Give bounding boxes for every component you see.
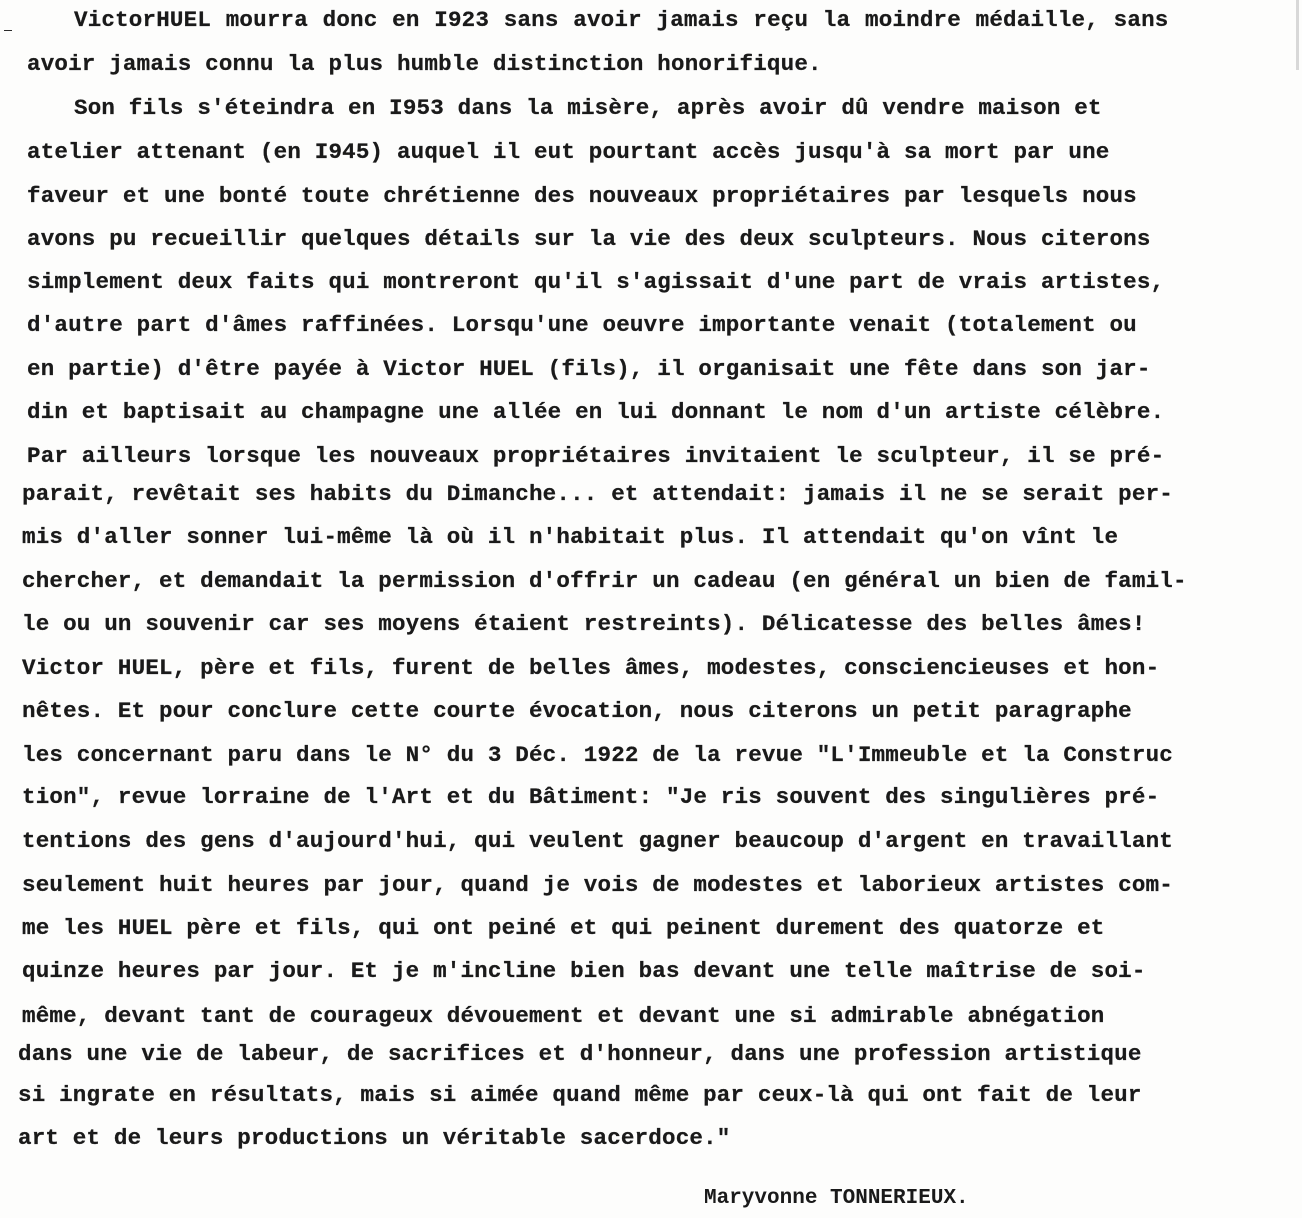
text-line-2: avoir jamais connu la plus humble distinction honorifique. [27, 51, 822, 77]
text-line-9: en partie) d'être payée à Victor HUEL (fils), il organisait une fête dans son jar- [27, 356, 1151, 382]
stray-tick-mark [4, 30, 12, 31]
text-line-17: nêtes. Et pour conclure cette courte évocation, nous citerons un petit paragraphe [22, 698, 1132, 724]
text-line-5: faveur et une bonté toute chrétienne des nouveaux propriétaires par lesquels nous [27, 183, 1137, 209]
text-line-27: art et de leurs productions un véritable sacerdoce." [18, 1125, 731, 1151]
text-line-19: tion", revue lorraine de l'Art et du Bâtiment: "Je ris souvent des singulières pré- [22, 784, 1160, 810]
text-line-15: le ou un souvenir car ses moyens étaient restreints). Délicatesse des belles âmes! [22, 611, 1146, 637]
text-line-24: même, devant tant de courageux dévouement et devant une si admirable abnégation [22, 1003, 1105, 1029]
text-line-3: Son fils s'éteindra en I953 dans la misère, après avoir dû vendre maison et [74, 95, 1102, 121]
author-signature: Maryvonne TONNERIEUX. [704, 1187, 969, 1210]
text-line-10: din et baptisait au champagne une allée en lui donnant le nom d'un artiste célèbre. [27, 399, 1165, 425]
text-line-1: VictorHUEL mourra donc en I923 sans avoir jamais reçu la moindre médaille, sans [74, 7, 1169, 33]
text-line-20: tentions des gens d'aujourd'hui, qui veulent gagner beaucoup d'argent en travaillant [22, 828, 1173, 854]
paper-edge-mark [1296, 0, 1299, 70]
text-line-23: quinze heures par jour. Et je m'incline bien bas devant une telle maîtrise de soi- [22, 958, 1146, 984]
text-line-14: chercher, et demandait la permission d'offrir un cadeau (en général un bien de famil- [22, 568, 1187, 594]
text-line-4: atelier attenant (en I945) auquel il eut pourtant accès jusqu'à sa mort par une [27, 139, 1110, 165]
text-line-22: me les HUEL père et fils, qui ont peiné et qui peinent durement des quatorze et [22, 915, 1105, 941]
text-line-12: parait, revêtait ses habits du Dimanche... et attendait: jamais il ne se serait per- [22, 481, 1173, 507]
text-line-21: seulement huit heures par jour, quand je vois de modestes et laborieux artistes com- [22, 872, 1173, 898]
text-line-26: si ingrate en résultats, mais si aimée quand même par ceux-là qui ont fait de leur [18, 1082, 1142, 1108]
text-line-25: dans une vie de labeur, de sacrifices et d'honneur, dans une profession artistique [18, 1041, 1142, 1067]
text-line-8: d'autre part d'âmes raffinées. Lorsqu'une oeuvre importante venait (totalement ou [27, 312, 1137, 338]
text-line-18: les concernant paru dans le N° du 3 Déc. 1922 de la revue "L'Immeuble et la Construc [22, 742, 1173, 768]
text-line-16: Victor HUEL, père et fils, furent de belles âmes, modestes, consciencieuses et hon- [22, 655, 1160, 681]
text-line-13: mis d'aller sonner lui-même là où il n'habitait plus. Il attendait qu'on vînt le [22, 524, 1119, 550]
text-line-11: Par ailleurs lorsque les nouveaux propriétaires invitaient le sculpteur, il se pré- [27, 443, 1165, 469]
text-line-7: simplement deux faits qui montreront qu'il s'agissait d'une part de vrais artistes, [27, 269, 1165, 295]
text-line-6: avons pu recueillir quelques détails sur la vie des deux sculpteurs. Nous citerons [27, 226, 1151, 252]
